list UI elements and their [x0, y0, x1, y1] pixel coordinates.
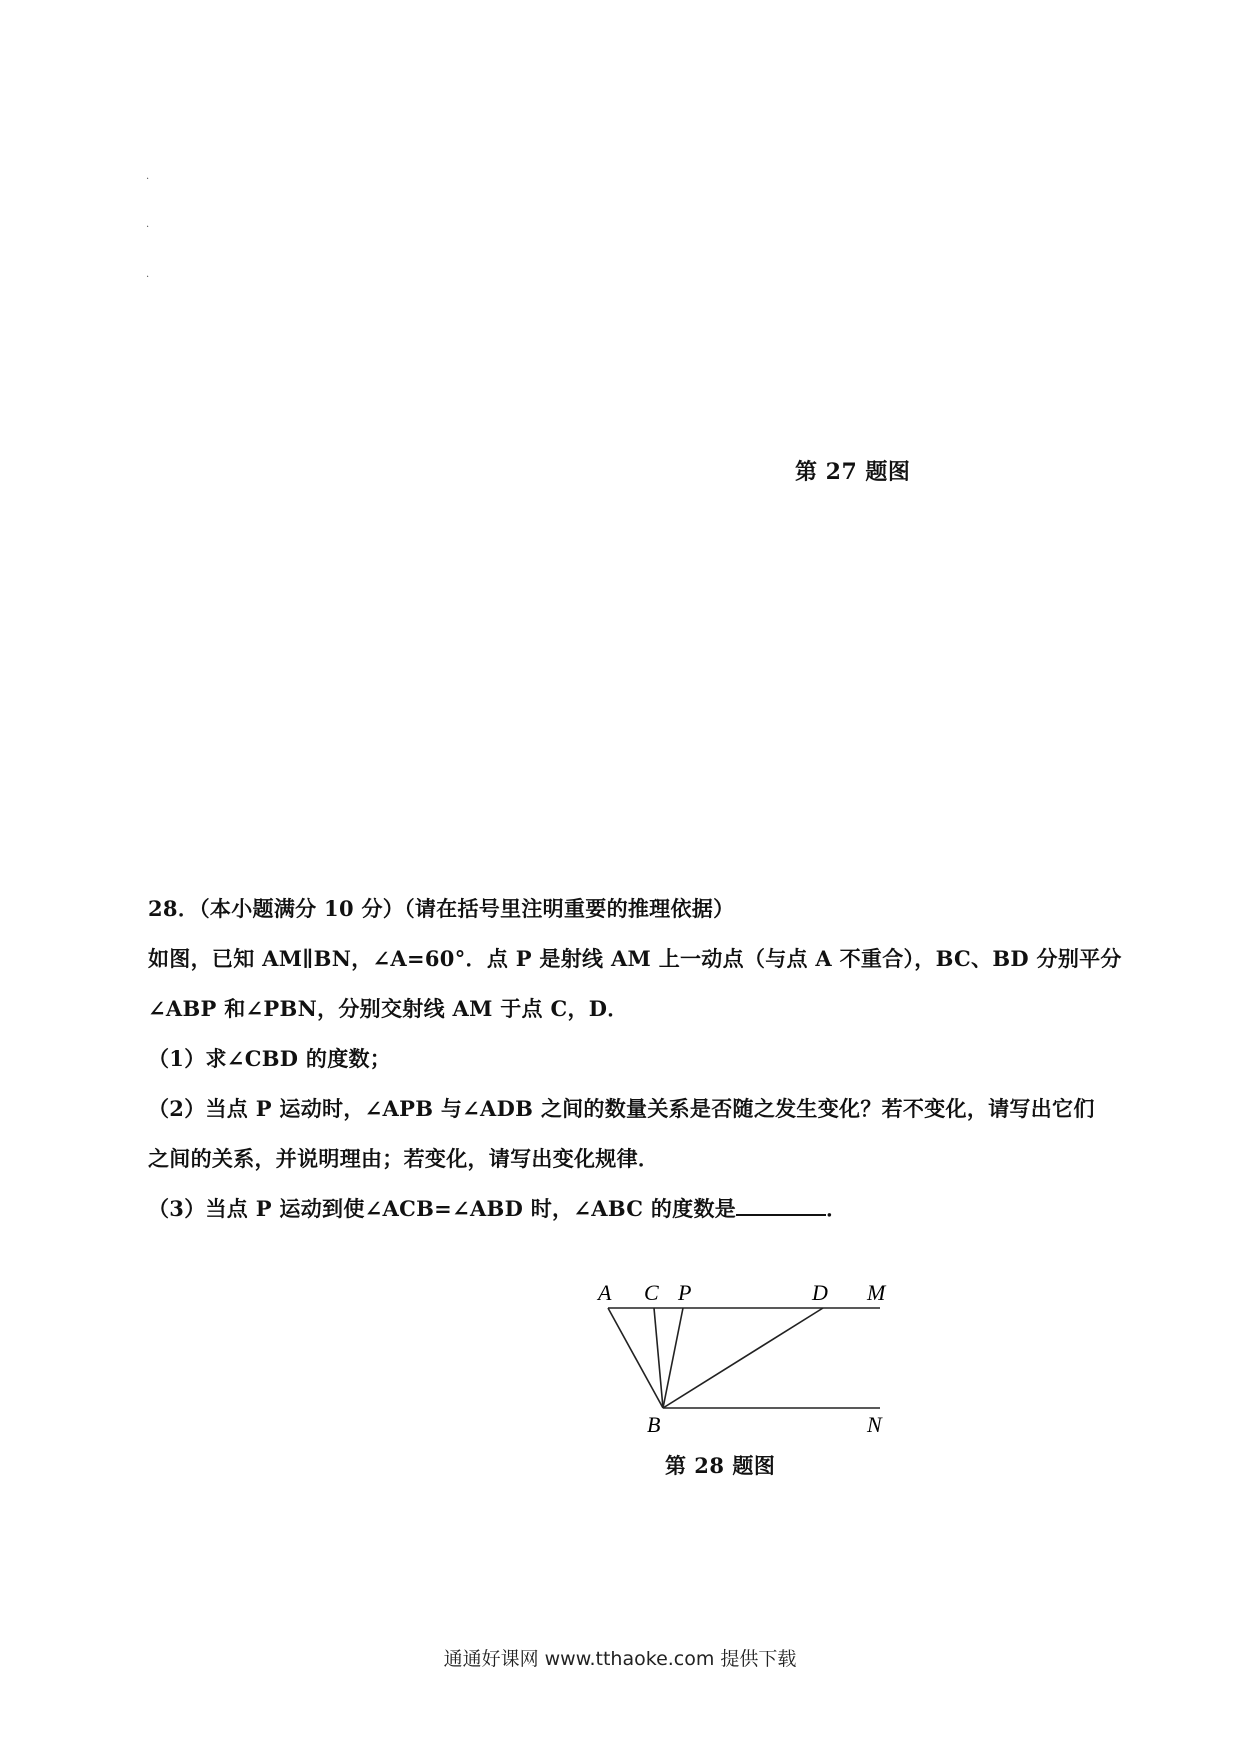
label-c: C [644, 1280, 659, 1305]
part-3-end: ． [826, 1196, 848, 1221]
geometry-diagram [580, 1270, 920, 1470]
question-28-part-2-line-2: 之间的关系，并说明理由；若变化，请写出变化规律． [148, 1146, 660, 1171]
label-a: A [598, 1280, 612, 1305]
label-b: B [647, 1412, 661, 1437]
stray-mark-3: . [146, 269, 150, 280]
stray-mark-1: . [146, 171, 150, 182]
answer-blank[interactable] [736, 1196, 826, 1216]
figure-28 [580, 1270, 920, 1474]
figure-27-caption: 第 27 题图 [795, 459, 911, 485]
page-footer: 通通好课网 www.tthaoke.com 提供下载 [443, 1648, 797, 1670]
figure-28-caption: 第 28 题图 [665, 1453, 776, 1478]
label-p: P [678, 1280, 692, 1305]
question-28-header: 28．（本小题满分 10 分）（请在括号里注明重要的推理依据） [148, 896, 735, 921]
question-28-stem-line-2: ∠ABP 和∠PBN，分别交射线 AM 于点 C，D． [148, 996, 629, 1021]
label-n: N [867, 1412, 882, 1437]
label-m: M [867, 1280, 886, 1305]
label-d: D [812, 1280, 828, 1305]
question-28-part-1: （1）求∠CBD 的度数； [148, 1046, 392, 1071]
question-28-part-3 [148, 1193, 847, 1223]
segment-bd [663, 1308, 823, 1408]
segment-bp [663, 1308, 683, 1408]
question-28-part-2-line-1: （2）当点 P 运动时，∠APB 与∠ADB 之间的数量关系是否随之发生变化？若不变化，请写出它们 [148, 1096, 1095, 1121]
question-28-stem-line-1: 如图，已知 AM∥BN，∠A=60°．点 P 是射线 AM 上一动点（与点 A 不重合），BC、BD 分别平分 [148, 946, 1122, 971]
stray-mark-2: . [146, 219, 150, 230]
part-3-text: （3）当点 P 运动到使∠ACB=∠ABD 时，∠ABC 的度数是 [148, 1196, 737, 1221]
